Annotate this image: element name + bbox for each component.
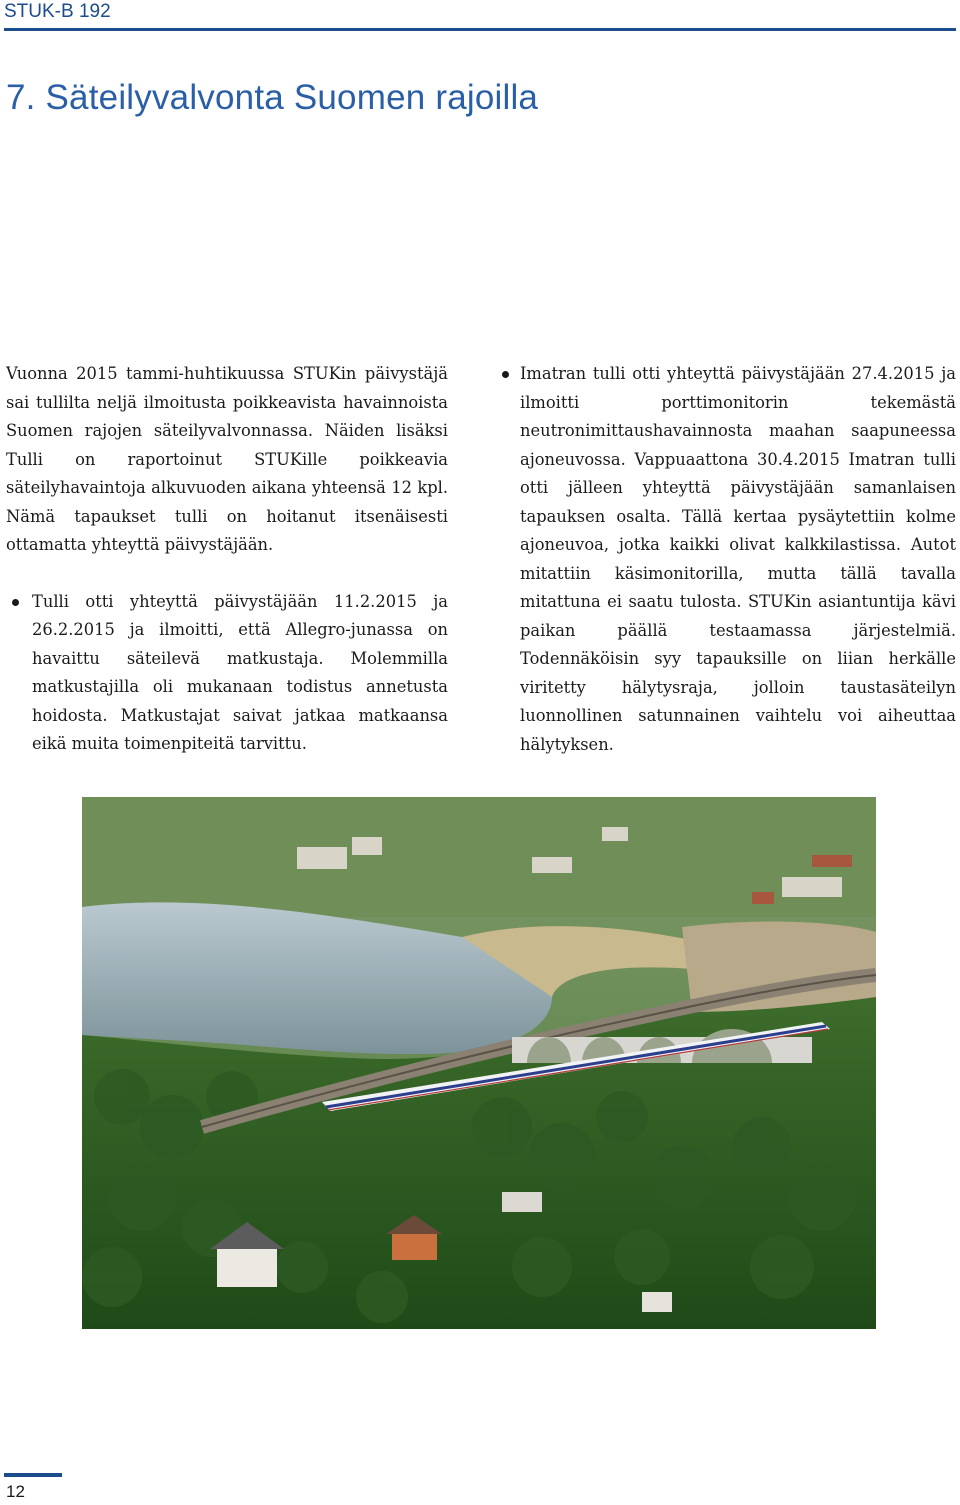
page-number: 12 (6, 1482, 25, 1501)
bullet-item: Tulli otti yhteyttä päivystäjään 11.2.2015 ja 26.2.2015 ja ilmoitti, että Allegro-junassa on havaittu säteilevä matkustaja. Molemmilla matkustajilla oli mukanaan todistus annetusta hoidosta. Matkustajat saivat jatkaa matkaansa eikä muita toimenpiteitä tarvittu. (6, 588, 448, 759)
intro-paragraph: Vuonna 2015 tammi-huhtikuussa STUKin päivystäjä sai tullilta neljä ilmoitusta poikkeavista havainnoista Suomen rajojen säteilyvalvonnassa. Näiden lisäksi Tulli on raportoinut STUKille poikkeavia säteilyhavaintoja alkuvuoden aikana yhteensä 12 kpl. Nämä tapaukset tulli on hoitanut itsenäisesti ottamatta yhteyttä päivystäjään. (6, 364, 448, 554)
bullet-item: Imatran tulli otti yhteyttä päivystäjään 27.4.2015 ja ilmoitti porttimonitorin tekemästä neutronimittaushavainnosta maahan saapuneessa ajoneuvossa. Vappuaattona 30.4.2015 Imatran tulli otti jälleen yhteyttä päivystäjään samanlaisen tapauksen osalta. Tällä kertaa pysäytettiin kolme ajoneuvoa, jotka kaikki olivat kalkkilastissa. Autot mitattiin käsimonitorilla, mutta tällä tavalla mitattuna ei saatu tulosta. STUKin asiantuntija kävi paikan päällä testaamassa järjestelmiä. Todennäköisin syy tapauksille on liian herkälle viritetty hälytysraja, jolloin taustasäteilyn luonnollinen satunnainen vaihtelu voi aiheuttaa hälytyksen. (500, 360, 956, 759)
left-column (6, 360, 448, 759)
publication-label: STUK-B 192 (4, 1, 111, 22)
aerial-train-photo (82, 797, 876, 1329)
right-column (500, 360, 956, 759)
header-rule (4, 28, 956, 31)
chapter-title: 7. Säteilyvalvonta Suomen rajoilla (6, 78, 539, 117)
footer-rule (4, 1473, 62, 1477)
left-bullet-list (6, 588, 448, 759)
right-bullet-list (500, 360, 956, 759)
